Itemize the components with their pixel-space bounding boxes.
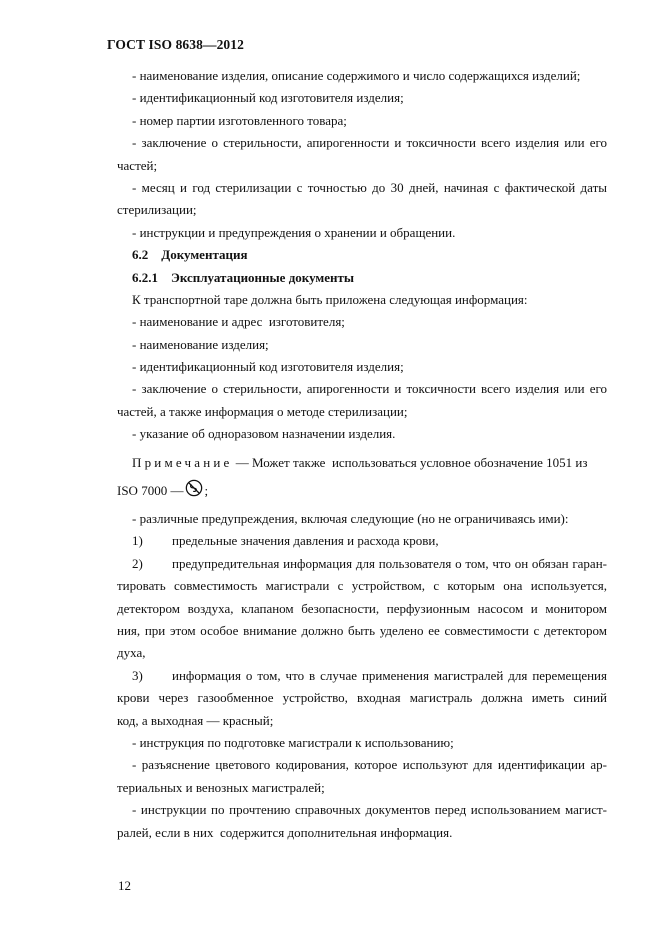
text-line: - указание об одноразовом назначении изделия. [132, 426, 396, 442]
note-text: ; [204, 483, 209, 499]
note-text: — Может также использоваться условное обозначение 1051 из [232, 454, 588, 470]
list-item [119, 530, 607, 552]
text-line: - заключение о стерильности, апирогенности и токсичности всего изделия или его [132, 135, 607, 151]
text-line: - разъяснение цветового кодирования, которое используют для идентификации ар- [132, 757, 607, 773]
text-line: стерилизации; [117, 202, 197, 218]
text-line: - наименование изделия, описание содержимого и число содержащихся изделий; [132, 68, 581, 83]
list-text: предупредительная информация для пользователя о том, что он обязан гаран- [172, 555, 607, 571]
subsection-heading: 6.2.1 Эксплуатационные документы [132, 269, 355, 285]
note-line [119, 452, 607, 474]
text-line: - инструкции по прочтению справочных документов перед использованием магист- [132, 802, 607, 818]
section-heading: 6.2 Документация [132, 247, 248, 263]
list-item [119, 553, 607, 575]
text-line: код, а выходная — красный; [117, 712, 274, 728]
list-number: 2) [132, 555, 143, 571]
list-text: предельные значения давления и расхода крови, [172, 533, 439, 549]
text-line: териальных и венозных магистралей; [117, 779, 325, 795]
note-line [117, 474, 607, 508]
document-body [119, 65, 607, 844]
text-line: К транспортной таре должна быть приложена следующая информация: [132, 291, 528, 307]
text-line: частей, а также информация о методе стерилизации; [117, 403, 408, 419]
text-line: - инструкции и предупреждения о хранении и обращении. [132, 224, 456, 240]
text-line: - наименование и адрес изготовителя; [132, 314, 345, 330]
text-line: ния, при этом особое внимание должно быть уделено ее совместимости с детектором [117, 622, 607, 638]
page-number: 12 [118, 878, 131, 893]
do-not-reuse-icon [185, 479, 203, 497]
page-header: ГОСТ ISO 8638—2012 [107, 37, 244, 52]
text-line: - наименование изделия; [132, 336, 269, 352]
list-item [119, 665, 607, 687]
text-line: тировать совместимость магистрали с устройством, с которым она используется, [117, 578, 607, 594]
list-number: 1) [132, 533, 143, 549]
list-number: 3) [132, 667, 143, 683]
text-line: - идентификационный код изготовителя изделия; [132, 90, 404, 106]
text-line: - инструкция по подготовке магистрали к использованию; [132, 734, 454, 750]
text-line: ралей, если в них содержится дополнительная информация. [117, 824, 453, 840]
text-line: - месяц и год стерилизации с точностью до 30 дней, начиная с фактической даты [132, 179, 607, 195]
list-text: информация о том, что в случае применения магистралей для перемещения [172, 667, 607, 683]
text-line: крови через газообменное устройство, входная магистраль должна иметь синий [117, 690, 607, 706]
note-title: Примечание [132, 454, 233, 470]
text-line: - различные предупреждения, включая следующие (но не ограничиваясь ими): [132, 511, 569, 527]
text-line: - номер партии изготовленного товара; [132, 112, 347, 128]
text-line: - заключение о стерильности, апирогенности и токсичности всего изделия или его [132, 381, 607, 397]
text-line: частей; [117, 157, 158, 173]
text-line: духа, [117, 645, 146, 661]
text-line: - идентификационный код изготовителя изделия; [132, 359, 404, 375]
text-line: детектором воздуха, клапаном безопасности, перфузионным насосом и монитором [117, 600, 607, 616]
note-text: ISO 7000 — [117, 483, 184, 499]
